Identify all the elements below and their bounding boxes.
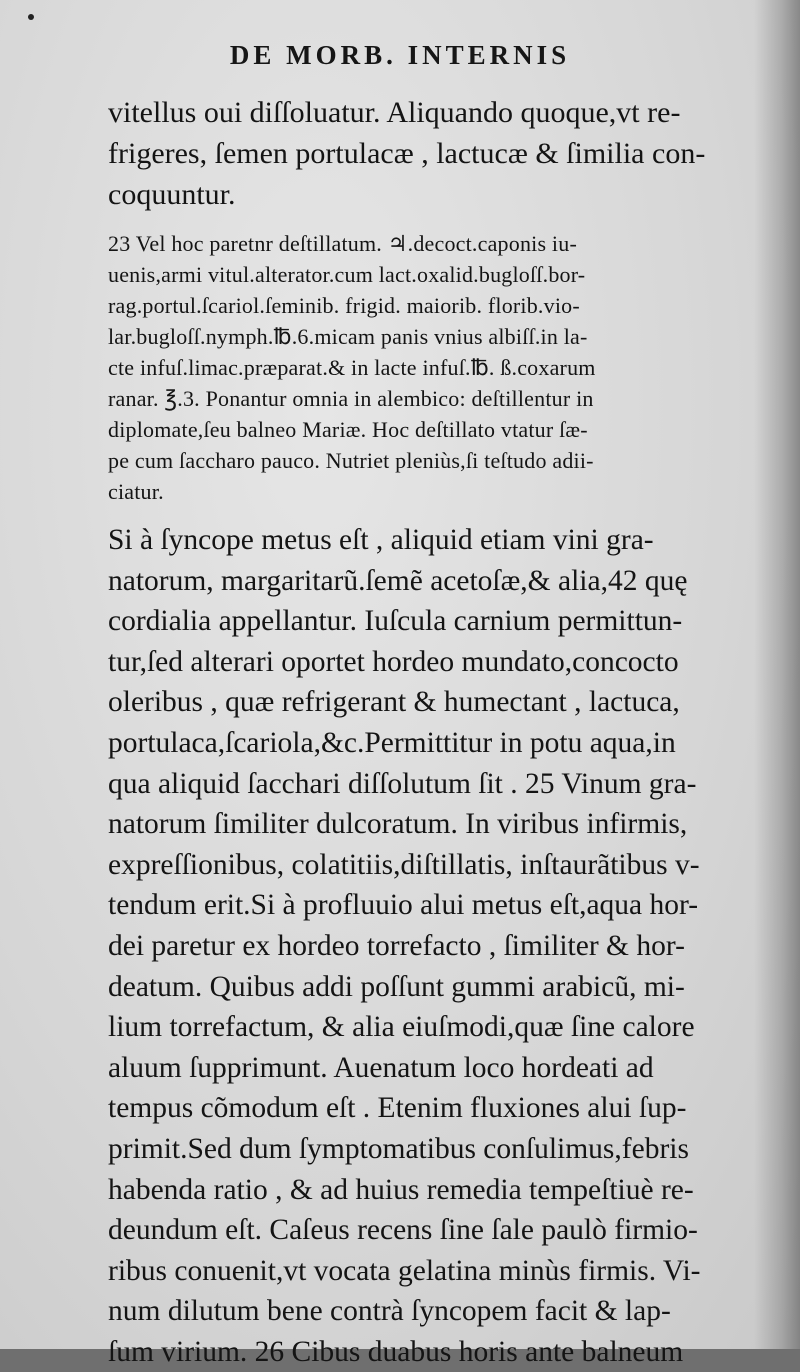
text-line: coquuntur. [108, 178, 236, 211]
text-line: tur,ſed alterari oportet hordeo mundato,concocto [108, 645, 679, 678]
text-line: deatum. Quibus addi poſſunt gummi arabicũ, mi- [108, 970, 685, 1003]
text-line: expreſſionibus, colatitiis,diſtillatis, inſtaurãtibus v- [108, 848, 700, 881]
text-line: cordialia appellantur. Iuſcula carnium permittun- [108, 605, 683, 638]
text-line: oleribus , quæ refrigerant & humectant , lactuca, [108, 686, 680, 719]
note-line: cte infuſ.limac.præparat.& in lacte infuſ.℔. ß.coxarum [108, 355, 596, 380]
text-line: Si à ſyncope metus eſt , aliquid etiam vini gra- [108, 524, 654, 556]
text-line: portulaca,ſcariola,&c.Permittitur in potu aqua,in [108, 726, 676, 759]
page-gutter-shadow [754, 0, 800, 1349]
text-line: ſum virium. 26 Cibus duabus horis ante balneum [108, 1335, 684, 1368]
text-line: lium torrefactum, & alia eiuſmodi,quæ ſine calore [108, 1011, 695, 1044]
note-line: pe cum ſaccharo pauco. Nutriet pleniùs,ſi teſtudo adii- [108, 448, 594, 473]
text-line: num dilutum bene contrà ſyncopem facit & lap- [108, 1295, 671, 1328]
text-line: vitellus oui diſſoluatur. Aliquando quoque,vt re- [108, 96, 681, 129]
text-line: primit.Sed dum ſymptomatibus conſulimus,febris [108, 1132, 689, 1165]
running-head: DE MORB. INTERNIS [229, 40, 571, 70]
text-line: deundum eſt. Caſeus recens ſine ſale paulò firmio- [108, 1214, 698, 1247]
note-line: 23 Vel hoc paretnr deſtillatum. ♃.decoct.caponis iu- [108, 231, 577, 256]
text-line: qua aliquid ſacchari diſſolutum ſit . 25 Vinum gra- [108, 767, 697, 800]
paragraph-2 [108, 520, 758, 1372]
text-line: aluum ſupprimunt. Auenatum loco hordeati ad [108, 1051, 654, 1084]
note-23 [108, 228, 758, 507]
text-line: tempus cõmodum eſt . Etenim fluxiones alui ſup- [108, 1092, 687, 1125]
text-line: frigeres, ſemen portulacæ , lactucæ & ſimilia con- [108, 137, 706, 170]
note-line: lar.bugloſſ.nymph.℔.6.micam panis vnius albiſſ.in la- [108, 324, 588, 349]
text-line: ribus conuenit,vt vocata gelatina minùs firmis. Vi- [108, 1254, 701, 1287]
paragraph-1 [108, 92, 758, 215]
text-line: natorum ſimiliter dulcoratum. In viribus infirmis, [108, 808, 688, 841]
text-line: natorum, margaritarũ.ſemẽ acetoſæ,& alia,42 quę [108, 564, 688, 597]
note-line: rag.portul.ſcariol.ſeminib. frigid. maiorib. florib.vio- [108, 293, 580, 318]
text-line: dei paretur ex hordeo torrefacto , ſimiliter & hor- [108, 929, 685, 962]
note-line: ranar. ℥.3. Ponantur omnia in alembico: deſtillentur in [108, 386, 594, 411]
ink-speck [28, 14, 34, 20]
text-line: tendum erit.Si à profluuio alui metus eſt,aqua hor- [108, 889, 699, 922]
note-line: ciatur. [108, 479, 164, 504]
text-line: habenda ratio , & ad huius remedia tempeſtiuè re- [108, 1173, 694, 1206]
note-line: uenis,armi vitul.alterator.cum lact.oxalid.bugloſſ.bor- [108, 262, 586, 287]
note-line: diplomate,ſeu balneo Mariæ. Hoc deſtillato vtatur ſæ- [108, 417, 588, 442]
